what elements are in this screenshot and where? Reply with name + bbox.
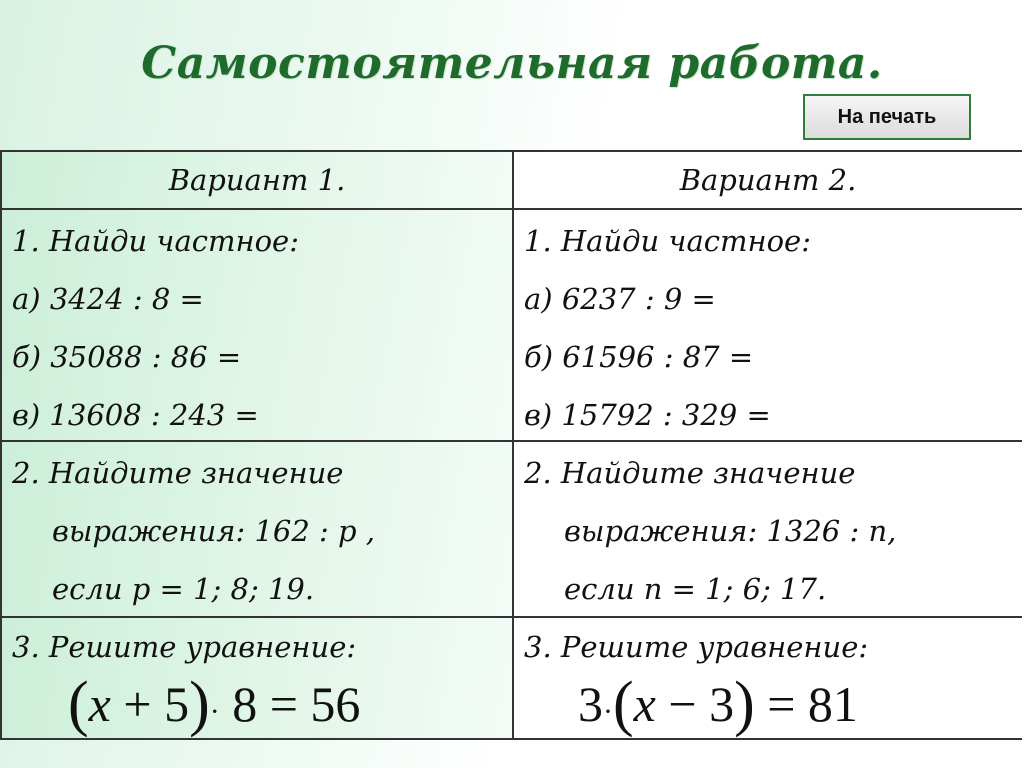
variant1-task2 xyxy=(2,442,514,618)
equation-part: 5 xyxy=(164,676,190,732)
equation-part: = xyxy=(269,676,298,732)
variant1-task1 xyxy=(2,210,514,442)
page-title: Самостоятельная работа. xyxy=(141,38,883,89)
equation-part: ) xyxy=(734,670,755,738)
task1-item-b: б) 35088 : 86 = xyxy=(12,340,242,374)
equation-part: ( xyxy=(68,670,89,738)
equation-part: x xyxy=(88,676,111,732)
equation xyxy=(578,666,858,737)
equation-part: x xyxy=(633,676,656,732)
task2-line2: выражения: 162 : р , xyxy=(52,514,376,548)
task1-item-c: в) 13608 : 243 = xyxy=(12,398,259,432)
task3-heading: 3. Решите уравнение: xyxy=(524,630,869,664)
equation-part: · xyxy=(603,695,613,728)
variant2-task1 xyxy=(514,210,1022,442)
tasks-table xyxy=(0,150,1022,740)
equation-part: 8 xyxy=(232,676,258,732)
task2-heading: 2. Найдите значение xyxy=(12,456,344,490)
equation-part: · xyxy=(209,695,220,728)
variant2-task3 xyxy=(514,618,1022,738)
task1-item-b: б) 61596 : 87 = xyxy=(524,340,754,374)
task3-heading: 3. Решите уравнение: xyxy=(12,630,357,664)
variant1-header: Вариант 1. xyxy=(2,152,514,210)
task2-line3: если п = 1; 6; 17. xyxy=(564,572,827,606)
task2-line3: если р = 1; 8; 19. xyxy=(52,572,315,606)
variant2-header: Вариант 2. xyxy=(514,152,1022,210)
variant2-task2 xyxy=(514,442,1022,618)
print-button[interactable]: На печать xyxy=(803,94,971,140)
equation-part: ( xyxy=(613,670,634,738)
equation-part: ) xyxy=(189,670,210,738)
equation xyxy=(68,666,360,737)
equation-part: 81 xyxy=(807,676,858,732)
equation-part: − xyxy=(668,676,697,732)
variant1-task3 xyxy=(2,618,514,738)
equation-part: 3 xyxy=(709,676,735,732)
equation-part: + xyxy=(123,676,152,732)
task1-heading: 1. Найди частное: xyxy=(524,224,811,258)
task2-heading: 2. Найдите значение xyxy=(524,456,856,490)
equation-part: 3 xyxy=(578,676,603,732)
task2-line2: выражения: 1326 : п, xyxy=(564,514,897,548)
equation-part: = xyxy=(767,676,796,732)
equation-part: 56 xyxy=(310,676,361,732)
task1-item-a: а) 3424 : 8 = xyxy=(12,282,204,316)
task1-item-c: в) 15792 : 329 = xyxy=(524,398,771,432)
task1-item-a: а) 6237 : 9 = xyxy=(524,282,716,316)
task1-heading: 1. Найди частное: xyxy=(12,224,299,258)
